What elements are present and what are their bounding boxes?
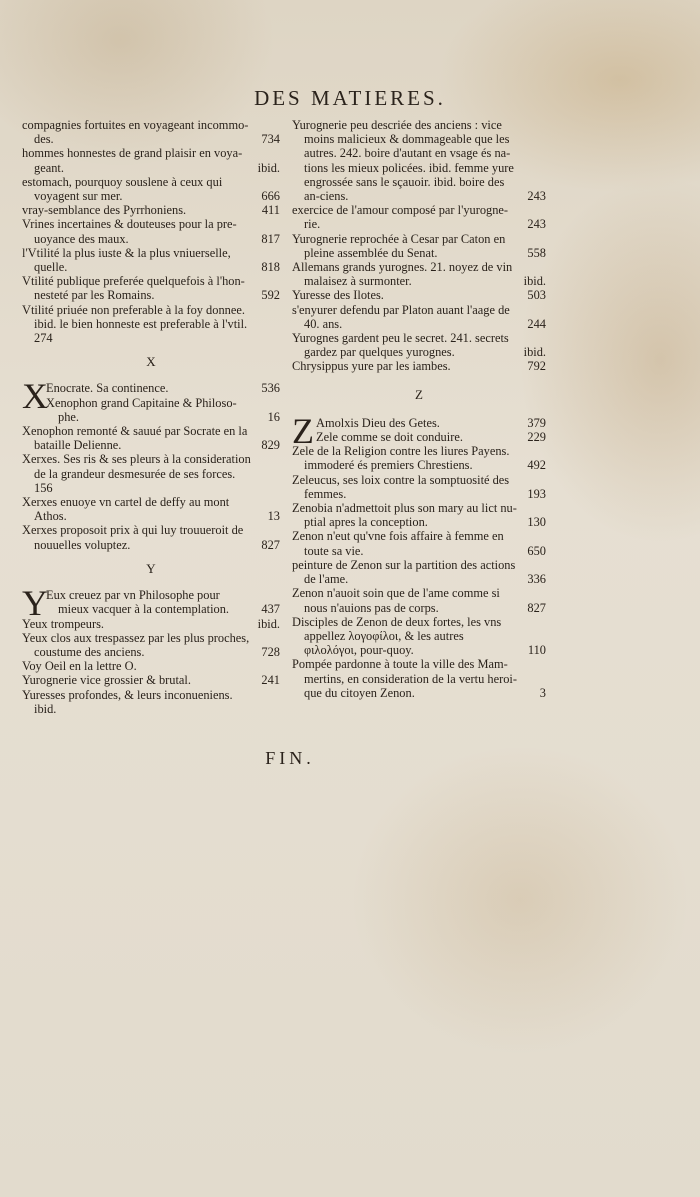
entry-page: 492 — [527, 458, 546, 473]
entry-page: 437 — [261, 602, 280, 617]
index-entry — [292, 615, 546, 658]
entry-text: Yeux trompeurs. — [22, 616, 105, 631]
index-entry — [292, 529, 546, 557]
section-letter-z: Z — [415, 386, 423, 402]
index-entry — [292, 501, 546, 529]
entry-text: Eux creuez par vn Philosophe pour mieux vacquer à la contemplation. — [46, 588, 229, 617]
index-entry — [292, 359, 546, 373]
entry-page: 817 — [261, 231, 280, 246]
entry-text: Yurognerie vice grossier & brutal. — [22, 673, 191, 688]
entry-page: 827 — [527, 600, 546, 615]
entry-page: 336 — [527, 572, 546, 587]
entry-page: 16 — [267, 409, 280, 424]
entry-text: Vtilité publique preferée quelquefois à l'hon-nesteté par les Romains. — [22, 274, 245, 303]
entry-page: 734 — [261, 132, 280, 147]
entry-page: 243 — [527, 217, 546, 232]
entry-text: Xerxes. Ses ris & ses pleurs à la consideration de la grandeur desmesurée de ses forces. 156 — [22, 452, 251, 495]
entry-page: ibid. — [257, 616, 280, 631]
index-entry — [22, 217, 280, 245]
entry-page: 243 — [527, 189, 546, 204]
entry-text: Yurognerie reprochée à Cesar par Caton en pleine assemblée du Senat. — [292, 231, 506, 260]
entry-text: Yurognerie peu descriée des anciens : vice moins malicieux & dommageable que les autres. 242. boire d'autant en vsage és na-tions les mieux policées. ibid. femme yure engrossée sans le sçauoir. ibid. boire des an-ciens. — [292, 118, 514, 204]
dropcap-x: X — [22, 376, 48, 417]
index-entry — [22, 617, 280, 631]
index-entry — [22, 659, 280, 673]
entry-text: Zenon n'eut qu'vne fois affaire à femme en toute sa vie. — [292, 529, 504, 558]
entry-text: Xerxes enuoye vn cartel de deffy au mont Athos. — [22, 495, 230, 524]
index-entry — [22, 495, 280, 523]
entry-page: 13 — [267, 509, 280, 524]
entry-text: l'Vtilité la plus iuste & la plus vniuerselle, quelle. — [22, 245, 231, 275]
index-entry — [22, 246, 280, 274]
entry-text: Yurognes gardent peu le secret. 241. secrets gardez par quelques yurognes. — [292, 331, 509, 360]
page-header: DES MATIERES. — [254, 86, 446, 110]
entry-text: exercice de l'amour composé par l'yurogne-rie. — [292, 203, 509, 232]
entry-text: Zenobia n'admettoit plus son mary au lict nu-ptial apres la conception. — [292, 501, 517, 530]
index-entry — [292, 657, 546, 700]
entry-text: Xenophon remonté & sauué par Socrate en la bataille Delienne. — [22, 424, 248, 453]
entry-text: Zeleucus, ses loix contre la somptuosité des femmes. — [292, 472, 510, 501]
entry-text: Zenon n'auoit soin que de l'ame comme si nous n'auions pas de corps. — [292, 586, 500, 615]
entry-text: estomach, pourquoy souslene à ceux qui voyagent sur mer. — [22, 174, 223, 204]
entry-text: Yeux clos aux trespassez par les plus proches, coustume des anciens. — [22, 630, 250, 659]
index-entry — [22, 175, 280, 203]
entry-page: 666 — [261, 189, 280, 204]
index-entry — [292, 303, 546, 331]
entry-text: Yuresses profondes, & leurs inconueniens. ibid. — [22, 687, 233, 716]
index-entry — [22, 424, 280, 452]
left-column — [22, 118, 280, 716]
entry-page: 229 — [527, 430, 546, 445]
entry-page: 592 — [261, 288, 280, 303]
index-entry — [46, 588, 280, 616]
index-entry — [292, 118, 546, 203]
index-entry — [22, 146, 280, 174]
entry-text: peinture de Zenon sur la partition des actions de l'ame. — [292, 557, 516, 587]
entry-page: ibid. — [523, 345, 546, 360]
index-entry — [292, 260, 546, 288]
index-entry — [22, 673, 280, 687]
entry-text: Pompée pardonne à toute la ville des Mam-mertins, en consideration de la vertu heroi-que du citoyen Zenon. — [292, 657, 517, 700]
index-entry — [292, 232, 546, 260]
entry-text: Zele de la Religion contre les liures Payens. immoderé és premiers Chrestiens. — [292, 444, 510, 473]
entry-text: Enocrate. Sa continence. — [46, 381, 169, 396]
entry-page: 130 — [527, 515, 546, 530]
section-letter-y: Y — [146, 560, 156, 576]
entry-page: 650 — [527, 543, 546, 558]
entry-page: 536 — [261, 381, 280, 396]
entry-page: 411 — [261, 203, 280, 218]
entry-page: 792 — [527, 359, 546, 374]
entry-text: compagnies fortuites en voyageant incommo-des. — [22, 118, 249, 147]
index-entry — [292, 444, 546, 472]
entry-page: 244 — [527, 316, 546, 331]
index-entry — [22, 303, 280, 346]
index-entry — [46, 381, 280, 395]
entry-text: Vrines incertaines & douteuses pour la pre-uoyance des maux. — [22, 217, 237, 246]
fin-text: FIN. — [265, 748, 315, 768]
entry-text: Disciples de Zenon de deux fortes, les vns appellez λογοφίλοι, & les autres φιλολόγοι, pour-quoy. — [292, 614, 502, 658]
entry-page: 110 — [527, 643, 546, 658]
index-entry — [22, 203, 280, 217]
entry-text: vray-semblance des Pyrrhoniens. — [22, 203, 187, 218]
section-x — [22, 376, 280, 424]
entry-page: 193 — [527, 486, 546, 501]
index-entry — [292, 586, 546, 614]
section-letter-x: X — [146, 354, 156, 370]
entry-page: 503 — [527, 288, 546, 303]
entry-text: Xenophon grand Capitaine & Philoso-phe. — [46, 395, 237, 424]
index-entry — [292, 288, 546, 302]
index-entry — [316, 416, 546, 430]
index-entry — [22, 274, 280, 302]
entry-page: 558 — [527, 245, 546, 260]
entry-text: Xerxes proposoit prix à qui luy trouueroit de nouuelles voluptez. — [22, 523, 244, 552]
entry-text: hommes honnestes de grand plaisir en voya-geant. — [22, 146, 243, 175]
index-entry — [22, 688, 280, 716]
entry-text: Vtilité priuée non preferable à la foy donnee. ibid. le bien honneste est preferable à l'vtil. 274 — [22, 302, 248, 346]
section-z — [292, 410, 546, 451]
entry-text: Yuresse des Ilotes. — [292, 288, 384, 303]
entry-page: 827 — [261, 537, 280, 552]
index-entry — [316, 430, 546, 444]
entry-page: 3 — [539, 685, 546, 700]
entry-page: 829 — [261, 438, 280, 453]
index-entry — [292, 558, 546, 586]
index-entry — [292, 203, 546, 231]
index-entry — [22, 118, 280, 146]
entry-text: s'enyurer defendu par Platon auant l'aage de 40. ans. — [292, 302, 510, 331]
dropcap-z: Z — [292, 410, 314, 451]
index-entry — [292, 473, 546, 501]
index-entry — [22, 523, 280, 551]
entry-page: 728 — [261, 644, 280, 659]
index-entry — [22, 452, 280, 495]
index-entry — [46, 396, 280, 424]
index-entry — [22, 631, 280, 659]
entry-text: Allemans grands yurognes. 21. noyez de vin malaisez à surmonter. — [292, 260, 513, 289]
entry-text: Zele comme se doit conduire. — [316, 430, 463, 445]
left-top-entries — [22, 118, 280, 345]
right-column — [292, 118, 546, 700]
entry-page: ibid. — [257, 160, 280, 175]
entry-text: Voy Oeil en la lettre O. — [22, 659, 137, 674]
entry-page: 818 — [261, 260, 280, 275]
entry-page: ibid. — [523, 274, 546, 289]
entry-page: 379 — [527, 415, 546, 430]
entry-text: Chrysippus yure par les iambes. — [292, 359, 451, 374]
index-entry — [292, 331, 546, 359]
dropcap-y: Y — [22, 583, 48, 624]
entry-page: 241 — [261, 673, 280, 688]
entry-text: Amolxis Dieu des Getes. — [316, 415, 440, 430]
